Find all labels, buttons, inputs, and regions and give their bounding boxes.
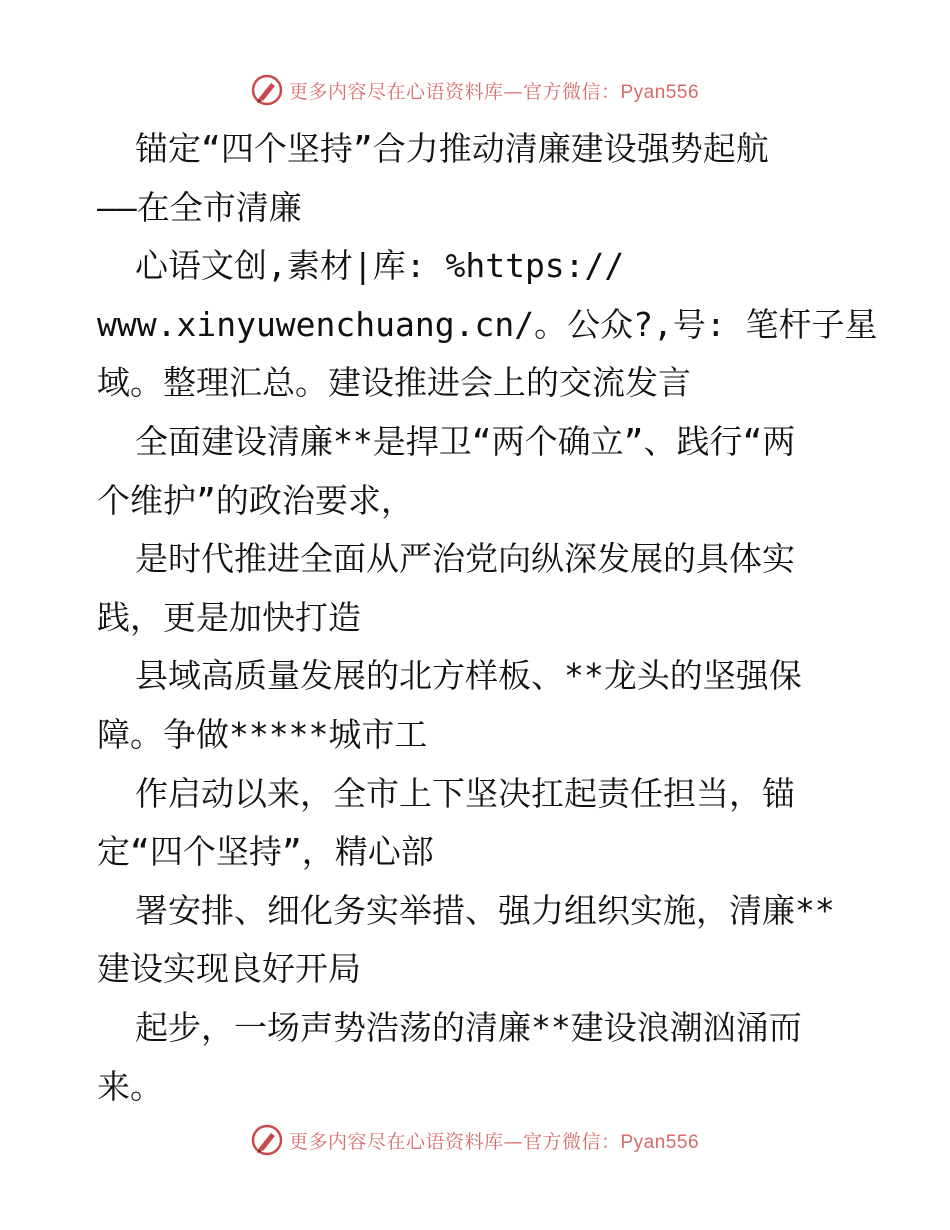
- text-line: 定“四个坚持”，精心部: [97, 832, 434, 872]
- text-line: www.xinyuwenchuang.cn/。公众?,号: 笔杆子星: [97, 304, 878, 344]
- text-line: 践，更是加快打造: [97, 597, 361, 637]
- text-line: 来。: [97, 1066, 163, 1106]
- text-line: 署安排、细化务实举措、强力组织实施，清廉**: [135, 890, 835, 930]
- header-watermark-banner: [0, 70, 950, 110]
- text-line: 建设实现良好开局: [97, 949, 361, 989]
- text-line: 是时代推进全面从严治党向纵深发展的具体实: [135, 539, 795, 579]
- document-body: [97, 120, 878, 1116]
- header-watermark-text: 更多内容尽在心语资料库—官方微信：Pyan556: [288, 80, 700, 103]
- text-line: 锚定“四个坚持”合力推动清廉建设强势起航: [135, 129, 769, 168]
- text-line: 域。整理汇总。建设推进会上的交流发言: [97, 363, 691, 403]
- text-line: 县域高质量发展的北方样板、**龙头的坚强保: [135, 656, 802, 696]
- text-line: 全面建设清廉**是捍卫“两个确立”、践行“两: [135, 421, 796, 461]
- text-line: 个维护”的政治要求，: [97, 480, 414, 520]
- text-line: 障。争做*****城市工: [97, 714, 428, 754]
- pen-logo-icon: [251, 1124, 283, 1156]
- pen-logo-icon: [251, 74, 283, 106]
- footer-watermark-text: 更多内容尽在心语资料库—官方微信：Pyan556: [288, 1130, 700, 1153]
- footer-watermark-banner: [0, 1120, 950, 1160]
- text-line: 作启动以来，全市上下坚决扛起责任担当，锚: [135, 773, 795, 813]
- text-line: ——在全市清廉: [97, 187, 302, 227]
- text-line: 起步，一场声势浩荡的清廉**建设浪潮汹涌而: [135, 1007, 802, 1047]
- text-line: 心语文创,素材|库: %https://: [135, 246, 625, 286]
